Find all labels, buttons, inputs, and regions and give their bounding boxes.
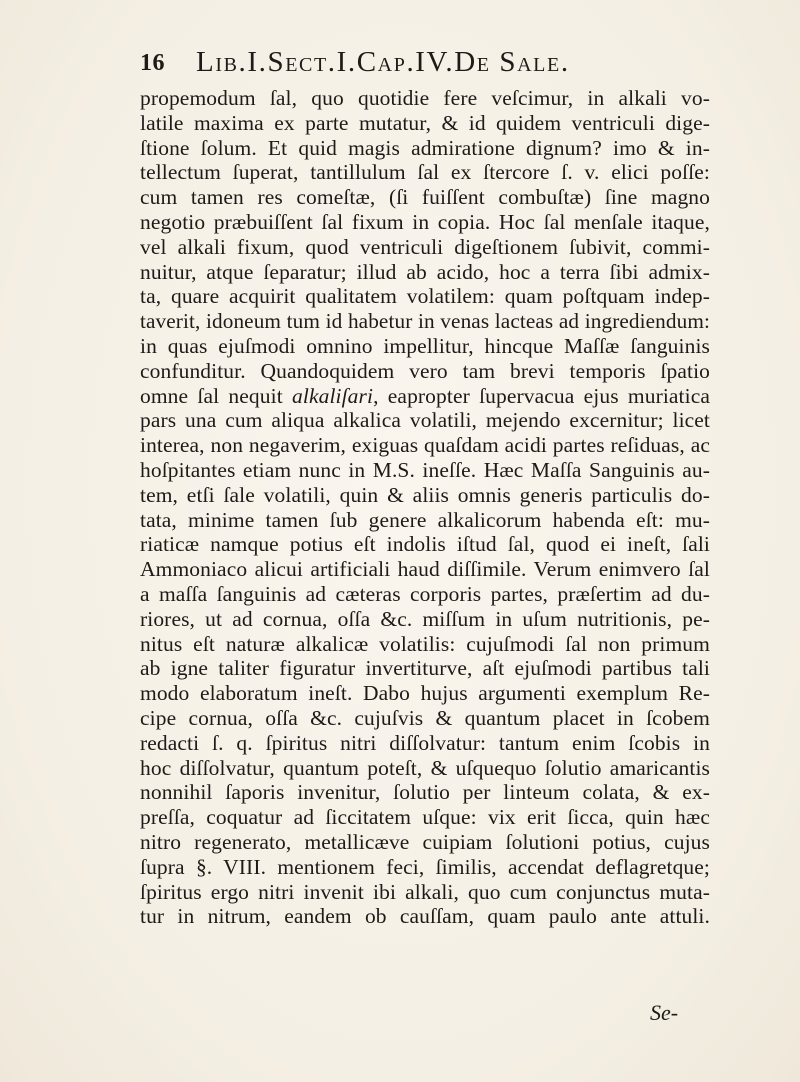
text-line: negotio præbuiſſent ſal fixum in copia. Hoc ſal menſale itaque, [140,209,710,234]
page-number: 16 [140,50,165,76]
text-line: tem, etſi ſale volatili, quin & aliis omnis generis particulis do- [140,482,710,507]
body-text [140,86,710,929]
text-line: riores, ut ad cornua, oſſa &c. miſſum in uſum nutritionis, pe- [140,606,710,631]
text-line: interea, non negaverim, exiguas quaſdam acidi partes reſiduas, ac [140,433,710,458]
text-line: ſtione ſolum. Et quid magis admiratione dignum? imo & in- [140,135,710,160]
text-line: tellectum ſuperat, tantillulum ſal ex ſtercore ſ. v. elici poſſe: [140,160,710,185]
text-line: tata, minime tamen ſub genere alkalicorum habenda eſt: mu- [140,507,710,532]
text-line: in quas ejuſmodi omnino impellitur, hincque Maſſæ ſanguinis [140,333,710,358]
text-line: hoſpitantes etiam nunc in M.S. ineſſe. Hæc Maſſa Sanguinis au- [140,457,710,482]
text-line: confunditur. Quandoquidem vero tam brevi temporis ſpatio [140,358,710,383]
page-header [140,44,700,84]
text-line: nuitur, atque ſeparatur; illud ab acido, hoc a terra ſibi admix- [140,259,710,284]
text-line: preſſa, coquatur ad ſiccitatem uſque: vix erit ſicca, quin hæc [140,805,710,830]
text-line: Ammoniaco alicui artificiali haud diſſimile. Verum enimvero ſal [140,557,710,582]
text-line: modo elaboratum ineſt. Dabo hujus argumenti exemplum Re- [140,681,710,706]
text-line: omne ſal nequit alkaliſari, eapropter ſupervacua ejus muriatica [140,383,710,408]
text-line: pars una cum aliqua alkalica volatili, mejendo excernitur; licet [140,408,710,433]
text-line: riaticæ namque potius eſt indolis iſtud ſal, quod ei ineſt, ſali [140,532,710,557]
text-line: nitus eſt naturæ alkalicæ volatilis: cujuſmodi ſal non primum [140,631,710,656]
text-line: hoc diſſolvatur, quantum poteſt, & uſquequo ſolutio amaricantis [140,755,710,780]
text-line: cipe cornua, oſſa &c. cujuſvis & quantum placet in ſcobem [140,705,710,730]
text-line: propemodum ſal, quo quotidie fere veſcimur, in alkali vo- [140,86,710,110]
catchword: Se- [650,1000,679,1025]
text-line: a maſſa ſanguinis ad cæteras corporis partes, præſertim ad du- [140,581,710,606]
italic-word: alkaliſari [292,383,374,408]
text-line: tur in nitrum, eandem ob cauſſam, quam paulo ante attuli. [140,904,710,929]
text-line: nonnihil ſaporis invenitur, ſolutio per linteum colata, & ex- [140,780,710,805]
text-line: ſupra §. VIII. mentionem feci, ſimilis, accendat deflagretque; [140,854,710,879]
text-line: cum tamen res comeſtæ, (ſi fuiſſent combuſtæ) ſine magno [140,185,710,210]
text-line: nitro regenerato, metallicæve cuipiam ſolutioni potius, cujus [140,829,710,854]
text-line: ab igne taliter figuratur invertiturve, aſt ejuſmodi partibus tali [140,656,710,681]
text-line: ſpiritus ergo nitri invenit ibi alkali, quo cum conjunctus muta- [140,879,710,904]
text-line: ta, quare acquirit qualitatem volatilem: quam poſtquam indep- [140,284,710,309]
text-line: redacti ſ. q. ſpiritus nitri diſſolvatur: tantum enim ſcobis in [140,730,710,755]
text-line: vel alkali fixum, quod ventriculi digeſtionem ſubivit, commi- [140,234,710,259]
text-line: latile maxima ex parte mutatur, & id quidem ventriculi dige- [140,110,710,135]
running-head: Lib.I.Sect.I.Cap.IV.De Sale. [196,46,570,78]
text-line: taverit, idoneum tum id habetur in venas lacteas ad ingrediendum: [140,309,710,334]
